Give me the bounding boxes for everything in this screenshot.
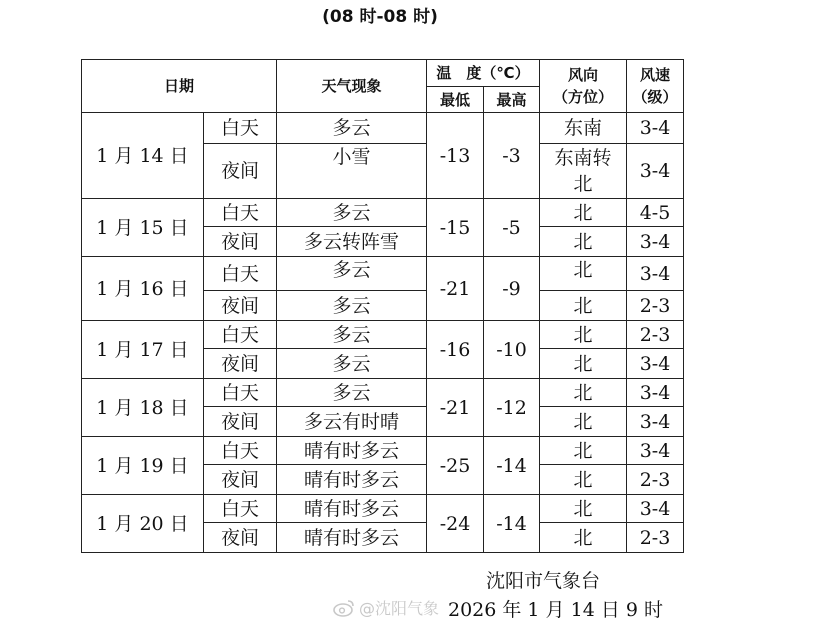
wind-speed-cell: 3-4 <box>627 144 684 199</box>
forecast-table <box>81 59 684 553</box>
date-cell: 1 月 16 日 <box>82 257 204 321</box>
wind-speed-cell: 3-4 <box>627 227 684 257</box>
wind-direction-cell: 北 <box>540 321 627 349</box>
wind-direction-cell: 北 <box>540 379 627 407</box>
period-cell: 夜间 <box>204 523 277 553</box>
weibo-icon <box>333 599 355 617</box>
period-cell: 夜间 <box>204 144 277 199</box>
period-cell: 白天 <box>204 113 277 144</box>
wind-speed-cell: 2-3 <box>627 523 684 553</box>
period-cell: 白天 <box>204 321 277 349</box>
period-cell: 白天 <box>204 495 277 523</box>
weather-cell: 晴有时多云 <box>277 465 427 495</box>
wind-speed-cell: 3-4 <box>627 437 684 465</box>
table-row <box>82 495 684 523</box>
period-cell: 白天 <box>204 379 277 407</box>
table-row <box>82 379 684 407</box>
header-temperature: 温 度（℃） <box>427 60 540 87</box>
temp-max-cell: -3 <box>484 113 540 199</box>
temp-max-cell: -5 <box>484 199 540 257</box>
date-cell: 1 月 17 日 <box>82 321 204 379</box>
issuing-office: 沈阳市气象台 <box>486 570 601 592</box>
wind-speed-cell: 2-3 <box>627 291 684 321</box>
table-row <box>82 199 684 227</box>
date-cell: 1 月 15 日 <box>82 199 204 257</box>
temp-min-cell: -13 <box>427 113 484 199</box>
weather-cell: 晴有时多云 <box>277 437 427 465</box>
table-row <box>82 321 684 349</box>
date-cell: 1 月 14 日 <box>82 113 204 199</box>
temp-min-cell: -25 <box>427 437 484 495</box>
wind-direction-cell: 北 <box>540 407 627 437</box>
wind-speed-cell: 3-4 <box>627 113 684 144</box>
header-temp-max: 最高 <box>484 87 540 113</box>
period-cell: 夜间 <box>204 465 277 495</box>
weather-cell: 多云 <box>277 291 427 321</box>
wind-direction-cell: 东南转 北 <box>540 144 627 199</box>
wind-speed-cell: 2-3 <box>627 321 684 349</box>
weather-cell: 小雪 <box>277 144 427 199</box>
header-wind-direction: 风向 （方位） <box>540 60 627 113</box>
temp-max-cell: -12 <box>484 379 540 437</box>
wind-speed-cell: 3-4 <box>627 495 684 523</box>
wind-direction-cell: 北 <box>540 199 627 227</box>
weather-cell: 晴有时多云 <box>277 523 427 553</box>
wind-direction-cell: 北 <box>540 349 627 379</box>
wind-direction-cell: 北 <box>540 291 627 321</box>
table-row <box>82 257 684 291</box>
weather-cell: 多云 <box>277 199 427 227</box>
wind-direction-cell: 北 <box>540 257 627 291</box>
weather-cell: 多云 <box>277 321 427 349</box>
period-cell: 白天 <box>204 199 277 227</box>
temp-min-cell: -24 <box>427 495 484 553</box>
temp-max-cell: -9 <box>484 257 540 321</box>
weather-cell: 晴有时多云 <box>277 495 427 523</box>
temp-min-cell: -15 <box>427 199 484 257</box>
watermark <box>333 596 439 619</box>
wind-speed-cell: 3-4 <box>627 349 684 379</box>
temp-max-cell: -14 <box>484 495 540 553</box>
wind-speed-cell: 3-4 <box>627 379 684 407</box>
wind-speed-cell: 3-4 <box>627 257 684 291</box>
wind-direction-cell: 北 <box>540 495 627 523</box>
period-cell: 白天 <box>204 437 277 465</box>
date-cell: 1 月 18 日 <box>82 379 204 437</box>
weather-cell: 多云有时晴 <box>277 407 427 437</box>
date-cell: 1 月 19 日 <box>82 437 204 495</box>
wind-direction-cell: 北 <box>540 437 627 465</box>
temp-max-cell: -14 <box>484 437 540 495</box>
wind-speed-cell: 4-5 <box>627 199 684 227</box>
weather-cell: 多云 <box>277 349 427 379</box>
temp-min-cell: -21 <box>427 257 484 321</box>
wind-speed-cell: 3-4 <box>627 407 684 437</box>
period-cell: 白天 <box>204 257 277 291</box>
header-temp-min: 最低 <box>427 87 484 113</box>
header-wind-speed: 风速 （级） <box>627 60 684 113</box>
header-weather: 天气现象 <box>277 60 427 113</box>
watermark-text: @沈阳气象 <box>359 599 440 618</box>
wind-direction-cell: 北 <box>540 465 627 495</box>
weather-cell: 多云 <box>277 113 427 144</box>
date-cell: 1 月 20 日 <box>82 495 204 553</box>
table-row <box>82 437 684 465</box>
weather-cell: 多云转阵雪 <box>277 227 427 257</box>
period-cell: 夜间 <box>204 349 277 379</box>
wind-direction-cell: 北 <box>540 523 627 553</box>
period-cell: 夜间 <box>204 291 277 321</box>
temp-max-cell: -10 <box>484 321 540 379</box>
header-date: 日期 <box>82 60 277 113</box>
weather-cell: 多云 <box>277 257 427 291</box>
wind-speed-cell: 2-3 <box>627 465 684 495</box>
period-cell: 夜间 <box>204 227 277 257</box>
table-row <box>82 113 684 144</box>
temp-min-cell: -21 <box>427 379 484 437</box>
weather-cell: 多云 <box>277 379 427 407</box>
period-cell: 夜间 <box>204 407 277 437</box>
table-subtitle: (08 时-08 时) <box>322 7 438 27</box>
issue-time: 2026 年 1 月 14 日 9 时 <box>448 599 663 621</box>
wind-direction-cell: 东南 <box>540 113 627 144</box>
wind-direction-cell: 北 <box>540 227 627 257</box>
temp-min-cell: -16 <box>427 321 484 379</box>
